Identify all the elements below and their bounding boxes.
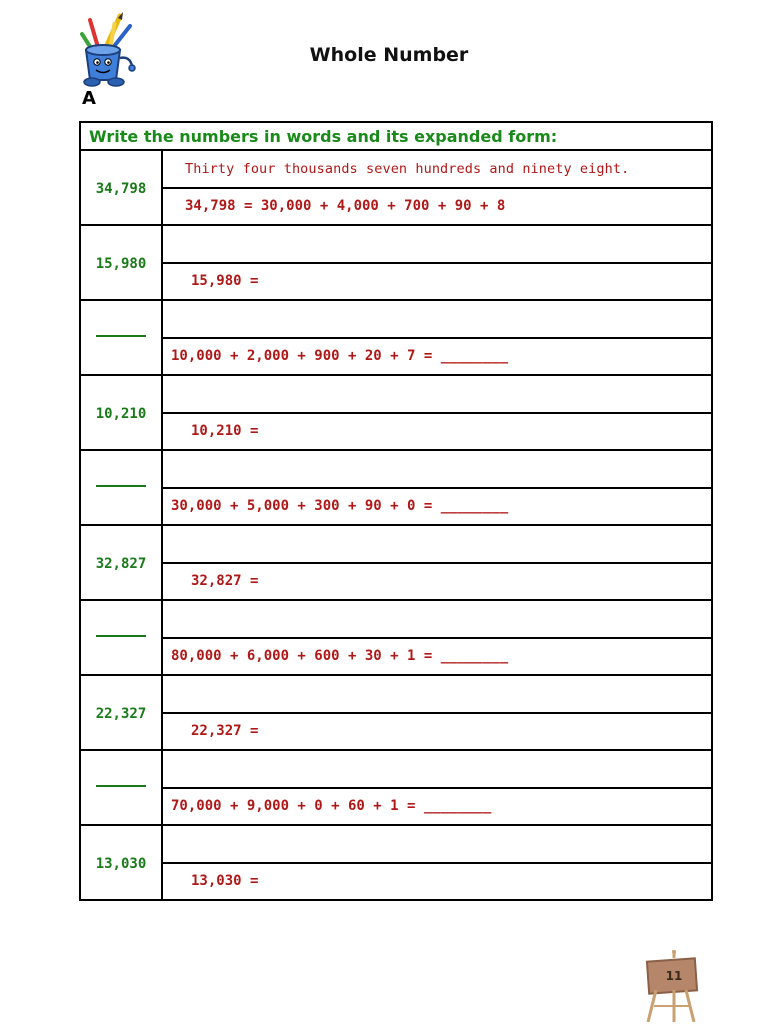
expanded-sum: 80,000 + 6,000 + 600 + 30 + 1 = ________ — [171, 648, 509, 665]
table-row — [80, 300, 712, 338]
number-cell[interactable] — [80, 300, 162, 375]
expanded-form: 32,827 = — [191, 573, 259, 590]
expanded-cell[interactable] — [162, 188, 712, 226]
table-row — [80, 450, 712, 488]
words-cell[interactable] — [162, 675, 712, 713]
words-cell[interactable] — [162, 825, 712, 863]
page-title: Whole Number — [309, 44, 469, 66]
table-row — [80, 713, 712, 751]
table-row — [80, 150, 712, 188]
number-cell — [80, 225, 162, 300]
words-cell[interactable] — [162, 600, 712, 638]
number-label: 15,980 — [95, 256, 147, 272]
expanded-form: 10,210 = — [191, 423, 259, 440]
expanded-form: 22,327 = — [191, 723, 259, 740]
table-row — [80, 638, 712, 676]
number-label: 10,210 — [95, 406, 147, 422]
expanded-sum: 10,000 + 2,000 + 900 + 20 + 7 = ________ — [171, 348, 509, 365]
words-cell[interactable] — [162, 450, 712, 488]
table-row — [80, 525, 712, 563]
expanded-cell[interactable] — [162, 488, 712, 526]
number-cell — [80, 675, 162, 750]
table-row — [80, 600, 712, 638]
number-in-words: Thirty four thousands seven hundreds and ninety eight. — [185, 160, 630, 177]
answer-blank[interactable] — [96, 635, 146, 637]
words-cell[interactable] — [162, 300, 712, 338]
words-cell[interactable] — [162, 375, 712, 413]
table-row — [80, 675, 712, 713]
expanded-cell[interactable] — [162, 563, 712, 601]
table-row — [80, 563, 712, 601]
expanded-cell[interactable] — [162, 863, 712, 901]
table-row — [80, 413, 712, 451]
table-row — [80, 188, 712, 226]
expanded-cell[interactable] — [162, 713, 712, 751]
expanded-cell[interactable] — [162, 263, 712, 301]
table-row — [80, 338, 712, 376]
instruction-row — [80, 122, 712, 150]
expanded-sum: 30,000 + 5,000 + 300 + 90 + 0 = ________ — [171, 498, 509, 515]
table-row — [80, 788, 712, 826]
number-cell — [80, 525, 162, 600]
table-row — [80, 225, 712, 263]
number-cell — [80, 150, 162, 225]
answer-blank[interactable] — [96, 785, 146, 787]
section-label: A — [82, 88, 96, 109]
expanded-cell[interactable] — [162, 338, 712, 376]
table-row — [80, 750, 712, 788]
number-label: 32,827 — [95, 556, 147, 572]
table-row — [80, 488, 712, 526]
worksheet-table — [79, 121, 713, 901]
words-cell[interactable] — [162, 750, 712, 788]
expanded-form: 34,798 = 30,000 + 4,000 + 700 + 90 + 8 — [185, 198, 506, 215]
table-row — [80, 825, 712, 863]
expanded-form: 15,980 = — [191, 273, 259, 290]
easel-icon — [644, 950, 714, 1022]
expanded-sum: 70,000 + 9,000 + 0 + 60 + 1 = ________ — [171, 798, 492, 815]
number-label: 22,327 — [95, 706, 147, 722]
number-cell — [80, 375, 162, 450]
number-cell[interactable] — [80, 600, 162, 675]
table-row — [80, 263, 712, 301]
expanded-form: 13,030 = — [191, 873, 259, 890]
expanded-cell[interactable] — [162, 638, 712, 676]
number-cell[interactable] — [80, 450, 162, 525]
page-number: 11 — [665, 969, 683, 983]
number-cell — [80, 825, 162, 900]
number-label: 13,030 — [95, 856, 147, 872]
answer-blank[interactable] — [96, 485, 146, 487]
expanded-cell[interactable] — [162, 413, 712, 451]
answer-blank[interactable] — [96, 335, 146, 337]
words-cell[interactable] — [162, 225, 712, 263]
table-row — [80, 863, 712, 901]
instruction-text: Write the numbers in words and its expanded form: — [80, 122, 712, 150]
number-label: 34,798 — [95, 181, 147, 197]
number-cell[interactable] — [80, 750, 162, 825]
words-cell[interactable] — [162, 525, 712, 563]
expanded-cell[interactable] — [162, 788, 712, 826]
words-cell[interactable] — [162, 150, 712, 188]
table-row — [80, 375, 712, 413]
